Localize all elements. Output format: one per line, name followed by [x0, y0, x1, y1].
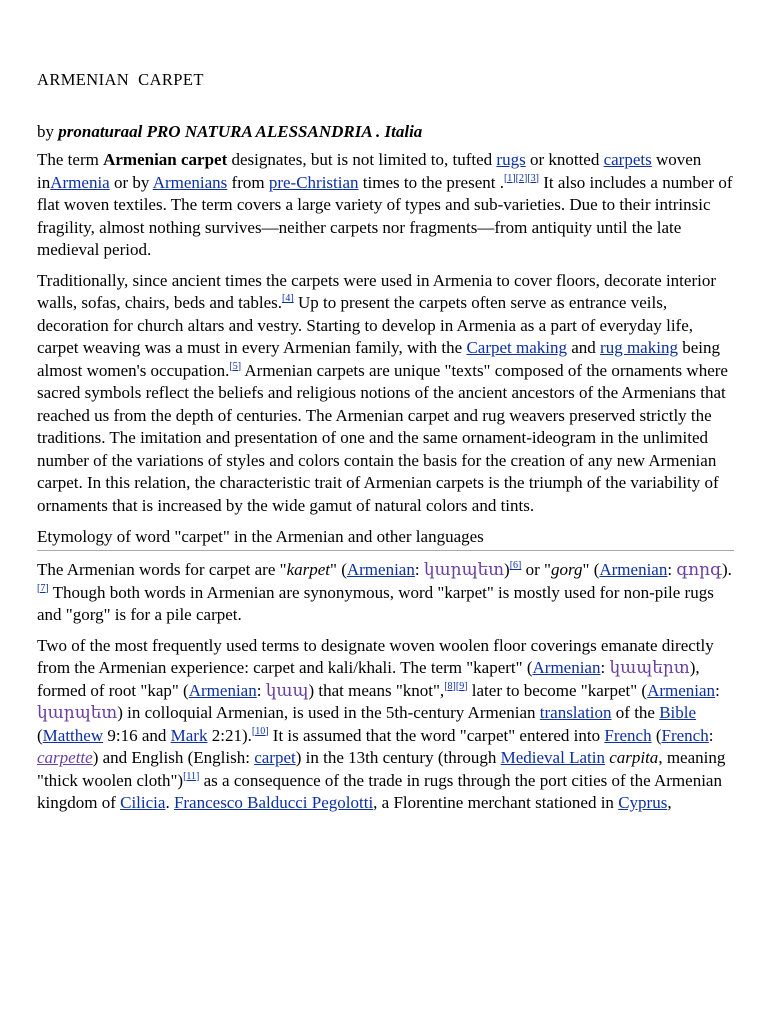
- ref-4[interactable]: [4]: [282, 293, 294, 304]
- link-translation[interactable]: translation: [539, 703, 612, 722]
- paragraph-etymology-words: The Armenian words for carpet are "karpet" (Armenian: կարպետ)[6] or "gorg" (Armenian: գորգ).[7] Though both words in Armenian are synonymous, word "karpet" is mostly used for non-pile rugs and "gorg" is for a pile carpet.: [37, 560, 732, 624]
- ref-10[interactable]: [10]: [251, 725, 269, 737]
- ref-3[interactable]: [3]: [527, 172, 539, 184]
- document-title: ARMENIAN CARPET: [37, 70, 204, 89]
- term-bold: Armenian carpet: [103, 150, 228, 169]
- armenian-word-gorg: գորգ: [676, 560, 722, 579]
- document-page: [37, 70, 734, 823]
- paragraph-tradition: Traditionally, since ancient times the carpets were used in Armenia to cover floors, decorate interior walls, sofas, chairs, beds and tables.[4] Up to present the carpets often serve as entrance veils, decoration for church altars and vestry. Starting to develop in Armenia as a part of everyday life, carpet weaving was a must in every Armenian family, with the Carpet making and rug making being almost women's occupation.[5] Armenian carpets are unique "texts" composed of the ornaments where sacred symbols reflect the beliefs and religious notions of the ancient ancestors of the Armenians that reached us from the depth of centuries. The Armenian carpet and rug weavers preserved strictly the traditions. The imitation and presentation of one and the same ornament-ideogram in the unlimited number of the variations of styles and colors contain the basis for the creation of any new Armenian carpet. In this relation, the characteristic trait of Armenian carpets is the triumph of the variability of ornaments that is increased by the wide gamut of natural colors and tints.: [37, 270, 728, 515]
- link-armenian-language[interactable]: Armenian: [599, 560, 668, 579]
- ref-5[interactable]: [5]: [229, 360, 242, 372]
- armenian-word-kap: կապ: [265, 680, 309, 700]
- ref-6[interactable]: [6]: [509, 560, 522, 571]
- link-carpette[interactable]: carpette: [37, 748, 93, 767]
- link-bible[interactable]: Bible: [659, 703, 697, 722]
- link-french-language[interactable]: French: [661, 725, 709, 745]
- ref-11[interactable]: [11]: [183, 770, 200, 782]
- armenian-word-kapert: կապերտ: [609, 658, 690, 677]
- link-armenian-language[interactable]: Armenian: [346, 560, 415, 579]
- link-rugs[interactable]: rugs: [496, 150, 526, 169]
- armenian-word-karpet: կարպետ: [37, 703, 118, 722]
- link-matthew[interactable]: Matthew: [42, 725, 104, 745]
- link-french[interactable]: French: [604, 725, 652, 745]
- ref-8[interactable]: [8]: [444, 680, 456, 692]
- link-pegolotti[interactable]: Francesco Balducci Pegolotti: [173, 793, 374, 812]
- byline-author: pronaturaal PRO NATURA ALESSANDRIA . Italia: [58, 122, 423, 141]
- link-mark[interactable]: Mark: [170, 725, 208, 745]
- link-armenian-language[interactable]: Armenian: [532, 658, 601, 677]
- paragraph-intro: The term Armenian carpet designates, but is not limited to, tufted rugs or knotted carpets woven inArmenia or by Armenians from pre-Christian times to the present .[1][2][3] It also includes a number of flat woven textiles. The term covers a large variety of types and sub-varieties. Due to their intrinsic fragility, almost nothing survives—neither carpets nor fragments—from antiquity until the late medieval period.: [37, 150, 733, 259]
- link-carpet[interactable]: carpet: [254, 748, 296, 767]
- ref-9[interactable]: [9]: [455, 680, 468, 692]
- ref-1[interactable]: [1]: [503, 172, 516, 184]
- byline-by: by: [37, 122, 54, 141]
- ref-7[interactable]: [7]: [37, 582, 49, 594]
- link-armenians[interactable]: Armenians: [152, 172, 228, 192]
- link-carpet-making[interactable]: Carpet making: [466, 338, 567, 357]
- link-cyprus[interactable]: Cyprus: [618, 793, 668, 812]
- armenian-word-karpet: կարպետ: [423, 560, 505, 579]
- link-medieval-latin[interactable]: Medieval Latin: [500, 748, 605, 767]
- link-cilicia[interactable]: Cilicia: [120, 793, 166, 812]
- link-armenia[interactable]: Armenia: [50, 172, 110, 192]
- ref-2[interactable]: [2]: [515, 172, 528, 184]
- link-rug-making[interactable]: rug making: [600, 338, 678, 357]
- section-heading-etymology: Etymology of word "carpet" in the Armenian and other languages: [37, 527, 734, 551]
- link-armenian-language[interactable]: Armenian: [647, 680, 716, 700]
- paragraph-etymology-history: Two of the most frequently used terms to designate woven woolen floor coverings emanate directly from the Armenian experience: carpet and kali/khali. The term "kapert" (Armenian: կապերտ), formed of root "kap" (Armenian: կապ) that means "knot",[8][9] later to become "karpet" (Armenian: կարպետ) in colloquial Armenian, is used in the 5th-century Armenian translation of the Bible (Matthew 9:16 and Mark 2:21).[10] It is assumed that the word "carpet" entered into French (French: carpette) and English (English: carpet) in the 13th century (through Medieval Latin carpita, meaning "thick woolen cloth")[11] as a consequence of the trade in rugs through the port cities of the Armenian kingdom of Cilicia. Francesco Balducci Pegolotti, a Florentine merchant stationed in Cyprus,: [37, 635, 726, 812]
- link-pre-christian[interactable]: pre-Christian: [268, 172, 359, 192]
- link-carpets[interactable]: carpets: [603, 150, 652, 169]
- link-armenian-language[interactable]: Armenian: [188, 680, 257, 700]
- byline: [37, 122, 734, 142]
